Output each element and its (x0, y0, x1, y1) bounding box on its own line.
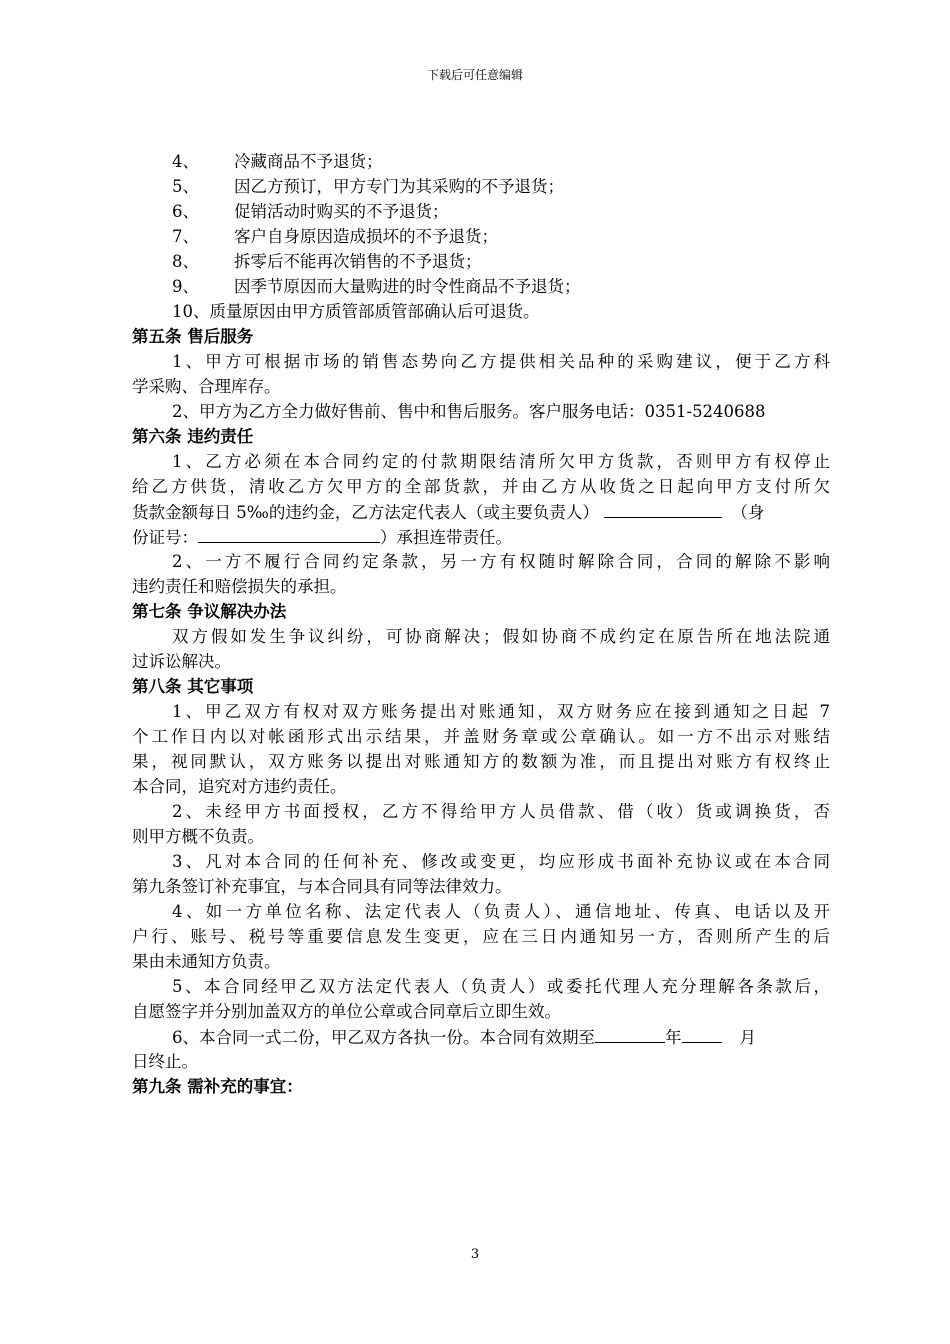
paragraph-line: 自愿签字并分别加盖双方的单位公章或合同章后立即生效。 (132, 1002, 561, 1021)
month-blank[interactable] (682, 1024, 722, 1043)
section-title: 第九条 需补充的事宜： (132, 1077, 303, 1096)
list-item: 5、 因乙方预订，甲方专门为其采购的不予退货； (172, 177, 564, 196)
paragraph-line: 日终止。 (132, 1052, 198, 1071)
page-number: 3 (470, 1247, 480, 1262)
paragraph-line: 给乙方供货，清收乙方欠甲方的全部货款，并由乙方从收货之日起向甲方支付所欠 (132, 477, 830, 496)
paragraph-line: 个工作日内以对帐函形式出示结果，并盖财务章或公章确认。如一方不出示对账结 (132, 727, 830, 746)
paragraph-line: 5、本合同经甲乙双方法定代表人（负责人）或委托代理人充分理解各条款后， (172, 977, 830, 996)
section-title: 第七条 争议解决办法 (132, 602, 287, 621)
section-title: 第五条 售后服务 (132, 327, 254, 346)
paragraph-line: 货款金额每日 5‰的违约金，乙方法定代表人（或主要负责人） （身 (132, 499, 830, 524)
paragraph-line: 1、甲方可根据市场的销售态势向乙方提供相关品种的采购建议，便于乙方科 (172, 352, 830, 371)
paragraph-line: 果，视同默认，双方账务以提出对账通知方的数额为准，而且提出对账方有权终止 (132, 752, 830, 771)
list-item: 9、 因季节原因而大量购进的时令性商品不予退货； (172, 277, 581, 296)
paragraph-line: 过诉讼解决。 (132, 652, 231, 671)
paragraph-line: 2、一方不履行合同约定条款，另一方有权随时解除合同，合同的解除不影响 (172, 552, 830, 571)
paragraph-line: 1、乙方必须在本合同约定的付款期限结清所欠甲方货款，否则甲方有权停止 (172, 452, 830, 471)
paragraph-line: 则甲方概不负责。 (132, 827, 264, 846)
paragraph-line: 2、甲方为乙方全力做好售前、售中和售后服务。客户服务电话：0351-5240688 (172, 402, 766, 421)
paragraph-line: 果由未通知方负责。 (132, 952, 281, 971)
list-item: 7、 客户自身原因造成损坏的不予退货； (172, 227, 498, 246)
paragraph-line: 户行、账号、税号等重要信息发生变更，应在三日内通知另一方，否则所产生的后 (132, 927, 830, 946)
section-title: 第六条 违约责任 (132, 427, 254, 446)
paragraph-line: 第九条签订补充事宜，与本合同具有同等法律效力。 (132, 877, 512, 896)
paragraph-line: 6、本合同一式二份，甲乙双方各执一份。本合同有效期至 年 月 (132, 1024, 830, 1049)
representative-blank[interactable] (604, 499, 722, 518)
page-header: 下载后可任意编辑 (426, 68, 523, 82)
paragraph-line: 双方假如发生争议纠纷，可协商解决；假如协商不成约定在原告所在地法院通 (172, 627, 830, 646)
paragraph-line: 3、凡对本合同的任何补充、修改或变更，均应形成书面补充协议或在本合同 (172, 852, 830, 871)
document-body (132, 149, 830, 1099)
list-item: 6、 促销活动时购买的不予退货； (172, 202, 449, 221)
paragraph-line: 1、甲乙双方有权对双方账务提出对账通知，双方财务应在接到通知之日起 7 (172, 702, 830, 721)
list-item: 4、 冷藏商品不予退货； (172, 152, 383, 171)
paragraph-line: 本合同，追究对方违约责任。 (132, 777, 347, 796)
paragraph-line: 违约责任和赔偿损失的承担。 (132, 577, 347, 596)
list-item: 8、 拆零后不能再次销售的不予退货； (172, 252, 482, 271)
section-title: 第八条 其它事项 (132, 677, 254, 696)
paragraph-line: 4、如一方单位名称、法定代表人（负责人）、通信地址、传真、电话以及开 (172, 902, 830, 921)
paragraph-line: 学采购、合理库存。 (132, 377, 281, 396)
list-item: 10、质量原因由甲方质管部质管部确认后可退货。 (172, 302, 540, 321)
id-number-blank[interactable] (198, 524, 380, 543)
paragraph-line: 2、未经甲方书面授权，乙方不得给甲方人员借款、借（收）货或调换货，否 (172, 802, 830, 821)
paragraph-line: 份证号： ）承担连带责任。 (132, 524, 830, 549)
year-blank[interactable] (595, 1024, 665, 1043)
